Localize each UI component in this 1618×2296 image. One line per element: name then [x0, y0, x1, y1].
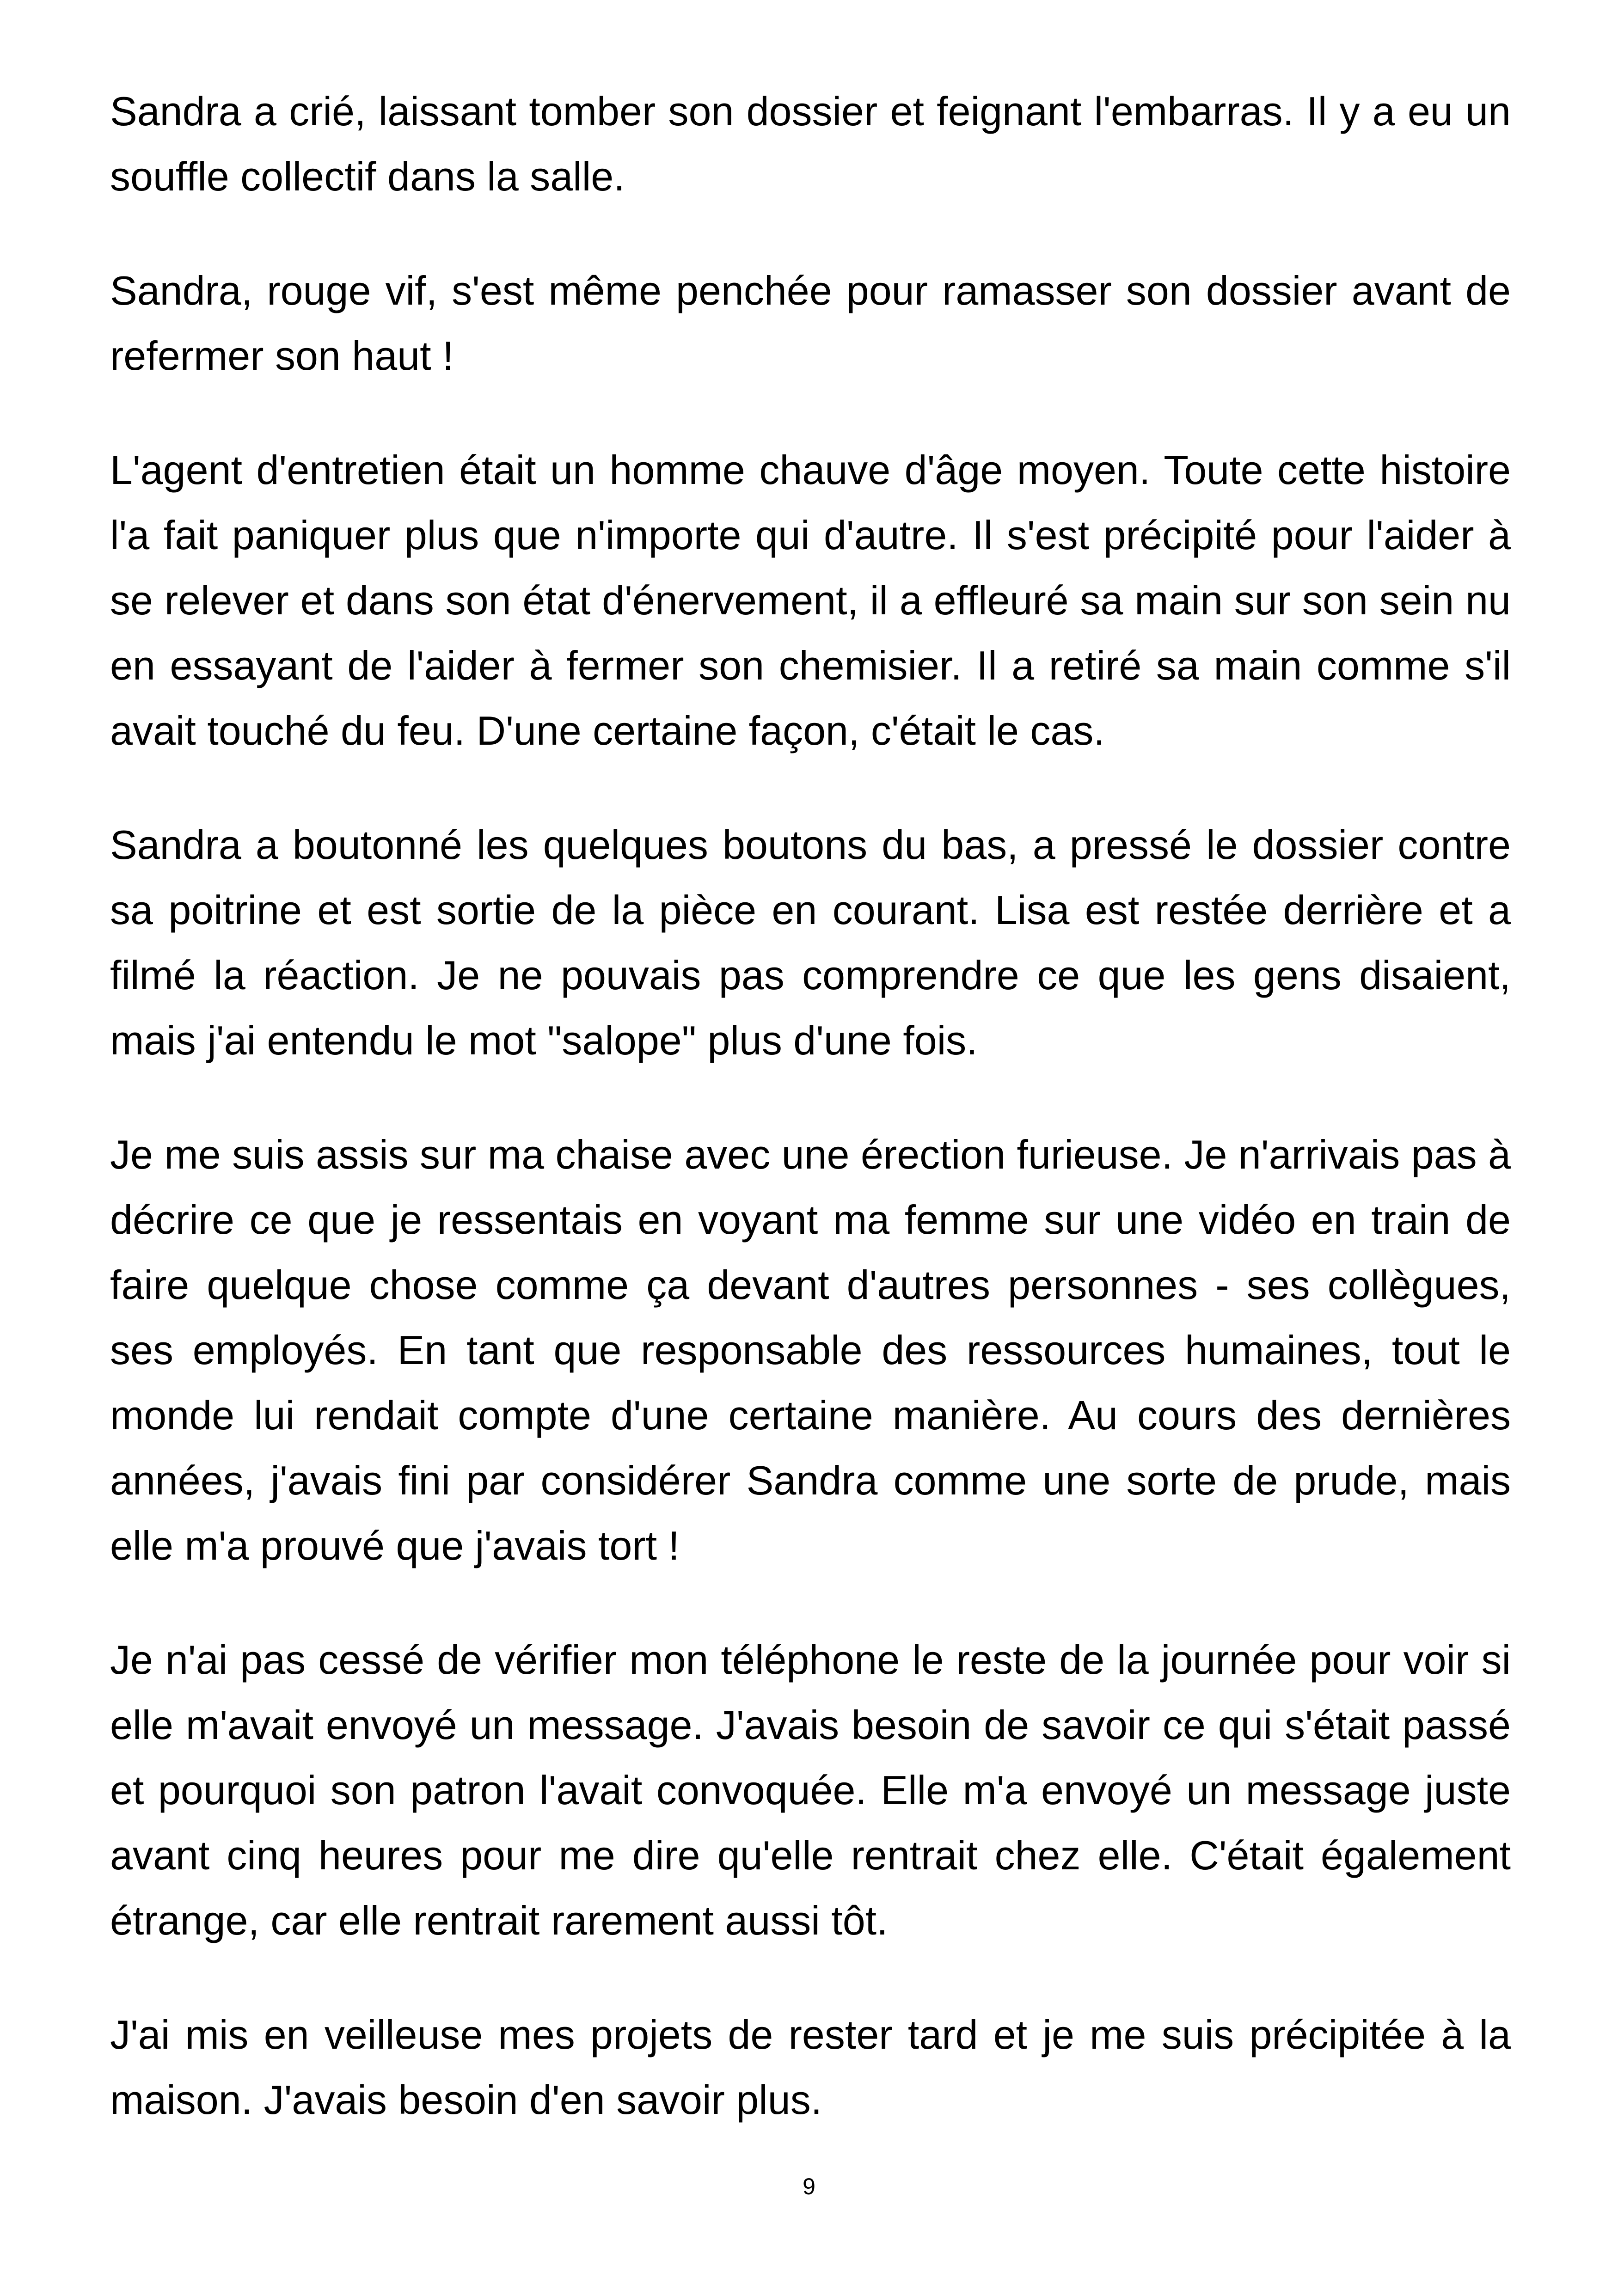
paragraph-4: Sandra a boutonné les quelques boutons du bas, a pressé le dossier contre sa poitrine et est sortie de la pièce en courant. Lisa est restée derrière et a filmé la réaction. Je ne pouvais pas comprendre ce que les gens disaient, mais j'ai entendu le mot "salope" plus d'une fois.	[110, 822, 1511, 1063]
paragraph-3: L'agent d'entretien était un homme chauve d'âge moyen. Toute cette histoire l'a fait paniquer plus que n'importe qui d'autre. Il s'est précipité pour l'aider à se relever et dans son état d'énervement, il a effleuré sa main sur son sein nu en essayant de l'aider à fermer son chemisier. Il a retiré sa main comme s'il avait touché du feu. D'une certaine façon, c'était le cas.	[110, 447, 1511, 753]
paragraph-5: Je me suis assis sur ma chaise avec une érection furieuse. Je n'arrivais pas à décrire ce que je ressentais en voyant ma femme sur une vidéo en train de faire quelque chose comme ça devant d'autres personnes - ses collègues, ses employés. En tant que responsable des ressources humaines, tout le monde lui rendait compte d'une certaine manière. Au cours des dernières années, j'avais fini par considérer Sandra comme une sorte de prude, mais elle m'a prouvé que j'avais tort !	[110, 1132, 1511, 1568]
paragraph-6: Je n'ai pas cessé de vérifier mon téléphone le reste de la journée pour voir si elle m'avait envoyé un message. J'avais besoin de savoir ce qui s'était passé et pourquoi son patron l'avait convoquée. Elle m'a envoyé un message juste avant cinq heures pour me dire qu'elle rentrait chez elle. C'était également étrange, car elle rentrait rarement aussi tôt.	[110, 1637, 1511, 1943]
paragraph-7: J'ai mis en veilleuse mes projets de rester tard et je me suis précipitée à la maison. J'avais besoin d'en savoir plus.	[110, 2012, 1511, 2123]
page-number: 9	[803, 2174, 815, 2199]
paragraph-1: Sandra a crié, laissant tomber son dossier et feignant l'embarras. Il y a eu un souffle collectif dans la salle.	[110, 88, 1511, 199]
paragraph-2: Sandra, rouge vif, s'est même penchée pour ramasser son dossier avant de refermer son haut !	[110, 268, 1511, 379]
body-text	[110, 79, 1511, 2181]
